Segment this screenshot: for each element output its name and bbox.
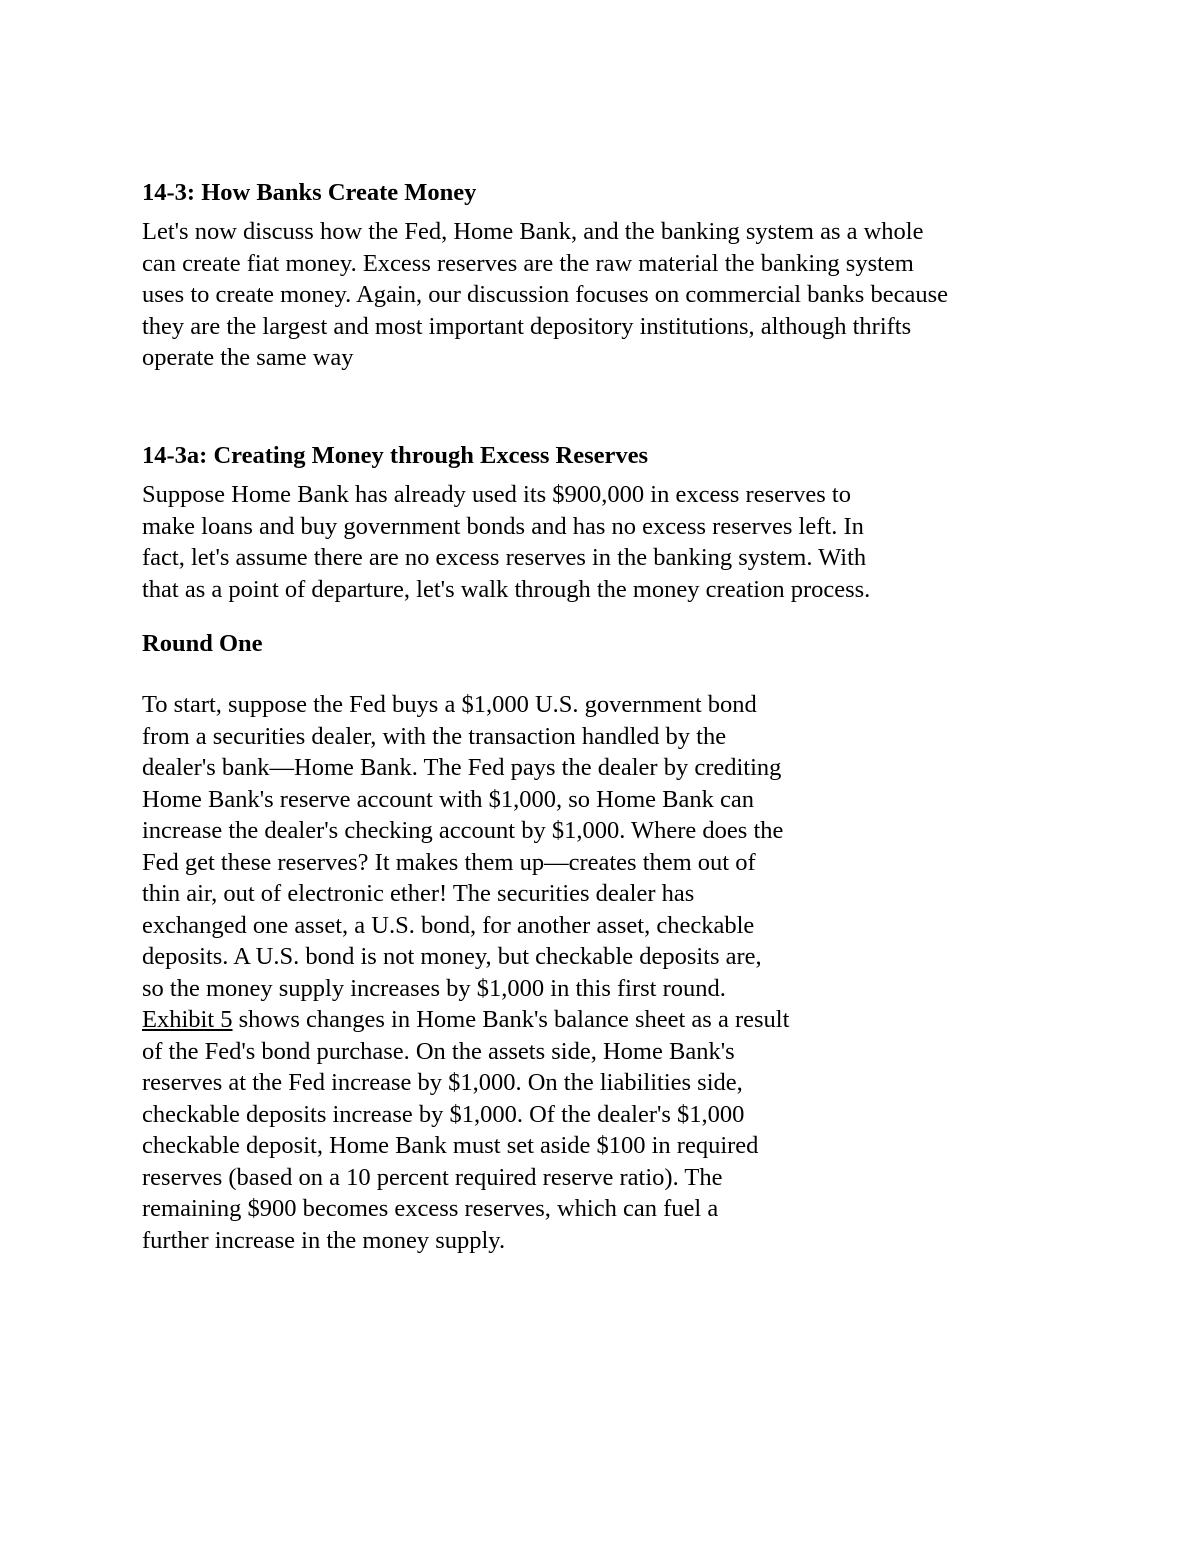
paragraph-line: exchanged one asset, a U.S. bond, for another asset, checkable [142, 911, 755, 939]
paragraph-line: uses to create money. Again, our discussion focuses on commercial banks because [142, 281, 948, 308]
paragraph-line: so the money supply increases by $1,000 in this first round. [142, 974, 726, 1002]
paragraph-line: make loans and buy government bonds and has no excess reserves left. In [142, 512, 864, 540]
paragraph-line: Fed get these reserves? It makes them up—creates them out of [142, 848, 756, 876]
section-heading-creating-money-through-excess-reserves: 14-3a: Creating Money through Excess Reserves [142, 442, 649, 469]
paragraph-line: reserves at the Fed increase by $1,000. On the liabilities side, [142, 1069, 743, 1096]
paragraph-line: Suppose Home Bank has already used its $900,000 in excess reserves to [142, 481, 851, 508]
paragraph-line: they are the largest and most important depository institutions, although thrifts [142, 312, 912, 340]
section-heading-how-banks-create-money: 14-3: How Banks Create Money [142, 179, 477, 206]
paragraph-line: operate the same way [142, 344, 354, 371]
section-3-paragraph [142, 689, 789, 1256]
paragraph-line: from a securities dealer, with the transaction handled by the [142, 722, 727, 750]
paragraph-line: checkable deposit, Home Bank must set aside $100 in required [142, 1132, 759, 1159]
paragraph-line: reserves (based on a 10 percent required reserve ratio). The [142, 1163, 723, 1191]
paragraph-line: of the Fed's bond purchase. On the assets side, Home Bank's [142, 1037, 735, 1065]
paragraph-line: increase the dealer's checking account by $1,000. Where does the [142, 817, 784, 844]
section-2-paragraph [142, 479, 870, 605]
paragraph-line: Let's now discuss how the Fed, Home Bank, and the banking system as a whole [142, 218, 924, 245]
paragraph-line-with-link [142, 1004, 789, 1036]
paragraph-line: checkable deposits increase by $1,000. Of the dealer's $1,000 [142, 1100, 745, 1128]
exhibit-5-link[interactable]: Exhibit 5 [142, 1006, 233, 1033]
paragraph-line: that as a point of departure, let's walk through the money creation process. [142, 575, 871, 603]
paragraph-line: thin air, out of electronic ether! The securities dealer has [142, 880, 695, 907]
paragraph-line: dealer's bank—Home Bank. The Fed pays the dealer by crediting [142, 754, 782, 781]
section-1-paragraph [142, 216, 948, 374]
paragraph-line: can create fiat money. Excess reserves are the raw material the banking system [142, 249, 914, 277]
paragraph-line: fact, let's assume there are no excess reserves in the banking system. With [142, 544, 867, 571]
paragraph-line: deposits. A U.S. bond is not money, but checkable deposits are, [142, 943, 762, 970]
paragraph-line: To start, suppose the Fed buys a $1,000 U.S. government bond [142, 691, 757, 718]
section-heading-round-one: Round One [142, 630, 263, 657]
paragraph-line: remaining $900 becomes excess reserves, which can fuel a [142, 1195, 719, 1222]
paragraph-line: Home Bank's reserve account with $1,000, so Home Bank can [142, 785, 754, 813]
paragraph-line: further increase in the money supply. [142, 1226, 506, 1254]
paragraph-line-rest: shows changes in Home Bank's balance sheet as a result [232, 1006, 790, 1033]
